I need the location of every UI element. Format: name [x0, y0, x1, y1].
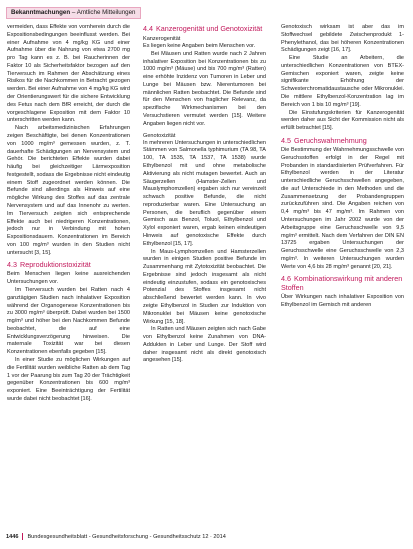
section-header	[6, 7, 141, 19]
paragraph: In Maus-Lymphomzellen und Hamsterzellen wurden in einigen Studien positive Befunde im Zusammenhang mit Zytotoxizität beobachtet. Die Ergebnisse sind jedoch insgesamt als nicht eindeutig einzustufen, sodass ein genotoxisches Potenzial des Stoffes insgesamt nicht abschließend bewertet werden kann. In vivo zeigte Ethylbenzol in Studien zur Induktion von Mikronuklei bei Mäusen keine genotoxische Wirkung [15, 18].	[143, 248, 266, 325]
paragraph: Nach arbeitsmedizinischen Erfahrungen zeigen Beschäftigte, bei denen Konzentrationen von 1000 mg/m³ gemessen wurden, z. T. dauerhafte Schädigungen an Nervensystem und Gehör. Die berichteten Effekte wurden dabei häufig bei gleichzeitiger Lärmexposition festgestellt, sodass die Ergebnisse nicht eindeutig einem Stoff zugeordnet werden können. Die Befunde sind allerdings als Hinweis auf eine mögliche Wirkung des Stoffes auf das zentrale Nervensystem und auf das Innenohr zu werten. Im Tierversuch zeigten sich entsprechende Effekte auch bei niedrigeren Konzentrationen, jedoch nur in Verbindung mit hohen Expositionsdauern. Konzentrationen im Bereich von 100 mg/m³ wurden in den Studien nicht untersucht [3, 15].	[7, 125, 130, 256]
section-heading	[281, 274, 404, 292]
section-number: 4.5	[281, 135, 291, 145]
paragraph: In mehreren Untersuchungen in unterschiedlichen Stämmen von Salmonella typhimurium (TA 98, TA 100, TA 1535, TA 1537, TA 1538) wurde Ethylbenzol mit und ohne metabolische Aktivierung als nicht mutagen bewertet. Auch an Säugerzellen (Hamster-Zellen und Mauslymphomzellen) ergaben sich nur vereinzelt schwach positive Befunde, die nicht reproduzierbar waren. Eine Untersuchung an Personen, die beruflich gegenüber einem Gemisch aus Benzol, Toluol, Ethylbenzol und Xylol exponiert waren, ergab keinen eindeutigen Hinweis auf genotoxische Effekte durch Ethylbenzol [15, 17].	[143, 139, 266, 247]
header-subsection: Amtliche Mitteilungen	[76, 9, 136, 16]
subheading: Kanzerogenität	[143, 36, 181, 42]
section-title: Kombinationswirkung mit anderen Stoffen	[281, 274, 403, 293]
section-heading	[7, 260, 130, 269]
section-number: 4.6	[281, 274, 291, 284]
section-number: 4.4	[143, 24, 153, 33]
paragraph: Beim Menschen liegen keine ausreichenden Untersuchungen vor.	[7, 271, 130, 286]
section-heading	[281, 136, 404, 145]
paragraph: In Ratten und Mäusen zeigten sich nach Gabe von Ethylbenzol keine Zunahmen von DNA-Addukten in Leber und Lunge. Der Stoff wird daher insgesamt nicht als direkt genotoxisch angesehen [15].	[143, 326, 266, 364]
journal-citation: Bundesgesundheitsblatt - Gesundheitsforschung - Gesundheitsschutz 12 · 2014	[27, 534, 226, 540]
section-number: 4.3	[7, 260, 17, 270]
section-title: Geruchswahrnehmung	[294, 135, 367, 145]
section-title: Kanzerogenität und Genotoxizität	[156, 24, 263, 33]
section-heading	[143, 24, 266, 33]
paragraph: Über Wirkungen nach inhalativer Exposition von Ethylbenzol im Gemisch mit anderen	[281, 294, 404, 309]
paragraph: Die Einstufungskriterien für Kanzerogenität werden daher aus Sicht der Kommission nicht als erfüllt betrachtet [15].	[281, 109, 404, 132]
paragraph: Die Bestimmung der Wahrnehmungsschwelle von Geruchsstoffen erfolgt in der Regel mit Probanden in standardisierten Prüfverfahren. Für Ethylbenzol werden in der Literatur unterschiedliche Geruchsschwellen angegeben, die auf Unterschiede in den Methoden und die Zusammensetzung der Probandengruppen zurückzuführen sind. Die Angaben reichen von 0,4 mg/m³ bis 47 mg/m³. Im Rahmen von Untersuchungen im Jahr 2002 wurde von der Arbeitsgruppe eine Geruchsschwelle von 9,5 mg/m³ ermittelt. Nach dem Verfahren der DIN EN 13725 ergaben Untersuchungen der Geruchsschwelle eine Geruchsschwelle von 2,3 mg/m³. In weiteren Untersuchungen wurden Werte von 4,6 bis 28 mg/m³ genannt [20, 21].	[281, 146, 404, 270]
section-title: Reproduktionstoxizität	[20, 260, 91, 270]
header-section: Bekanntmachungen	[11, 9, 71, 16]
paragraph: Eine Studie an Arbeitern, die unterschiedlichen Konzentrationen von BTEX-Gemischen exponiert waren, zeigte keine signifikante Erhöhung der Schwesterchromatidaustausche oder Mikronuklei. Die mittlere Ethylbenzol-Konzentration lag im Bereich von 1 bis 10 mg/m³ [19].	[281, 55, 404, 108]
page-number: 1446	[6, 534, 19, 540]
paragraph: Genotoxisch wirksam ist aber das im Stoffwechsel gebildete Zwischenprodukt 1-Phenylethanol, das bei höheren Konzentrationen Schädigungen zeigt [16, 17].	[281, 24, 404, 54]
paragraph: Es liegen keine Angaben beim Menschen vor.	[143, 43, 256, 49]
column-middle	[143, 24, 266, 365]
footer-divider	[22, 533, 23, 540]
subheading: Genotoxizität	[143, 132, 176, 139]
paragraph: vermeiden, dass Effekte von vornherein durch die Expositionsbedingungen beeinflusst werden. Bei einer Aufnahme von 4 mg/kg KG und einer Aufnahme über die Nahrung von etwa 2700 mg pro Tag kann es z. B. bei Raucherinnen der Faktor 10 als Sicherheitsfaktor bezogen auf den Tierversuch im Rahmen der Abschätzung eines Risikos für die Nachkommen in Betracht gezogen werden. Bei einer Aufnahme von 4 mg/kg KG wird der Orientierungswert für die sichere Entwicklung des Fetus nach dem BfR erreicht, der durch die vorgeschlagene Exposition mit dem Faktor 10 unterschritten werden kann.	[7, 24, 130, 124]
column-right	[281, 24, 404, 310]
column-left	[7, 24, 130, 404]
page-footer	[6, 533, 226, 542]
header-separator: –	[70, 9, 77, 16]
paragraph: In einer Studie zu möglichen Wirkungen auf die Fertilität wurden weibliche Ratten ab dem Tag 1 vor der Paarung bis zum Tag 20 der Trächtigkeit gegenüber Konzentrationen bis 600 mg/m³ exponiert. Eine Beeinträchtigung der Fertilität wurde dabei nicht beobachtet [16].	[7, 357, 130, 402]
paragraph: Bei Mäusen und Ratten wurde nach 2 Jahren inhalativer Exposition bei Konzentrationen bis zu 1000 mg/m³ (Mäuse) und bis 700 mg/m³ (Ratten) eine erhöhte Inzidenz von Tumoren in Leber und Lunge bei Mäusen bzw. Nierentumoren bei männlichen Ratten beobachtet. Die Befunde sind für den Menschen von fraglicher Relevanz, da spezifische Wirkmechanismen bei den Versuchstieren vermutet werden [15]. Weitere Angaben liegen nicht vor.	[143, 50, 266, 127]
paragraph: Im Tierversuch wurden bei Ratten nach 4 ganztägigen Studien nach inhalativer Exposition während der Organogenese Konzentrationen bis zu 3000 mg/m³ überprüft. Dabei wurden bei 1500 mg/m³ und höher bei den Nachkommen Befunde beobachtet, die auf eine Entwicklungsverzögerung hinweisen. Die maternale Toxizität war bei diesen Konzentrationen ebenfalls gegeben [15].	[7, 287, 130, 356]
